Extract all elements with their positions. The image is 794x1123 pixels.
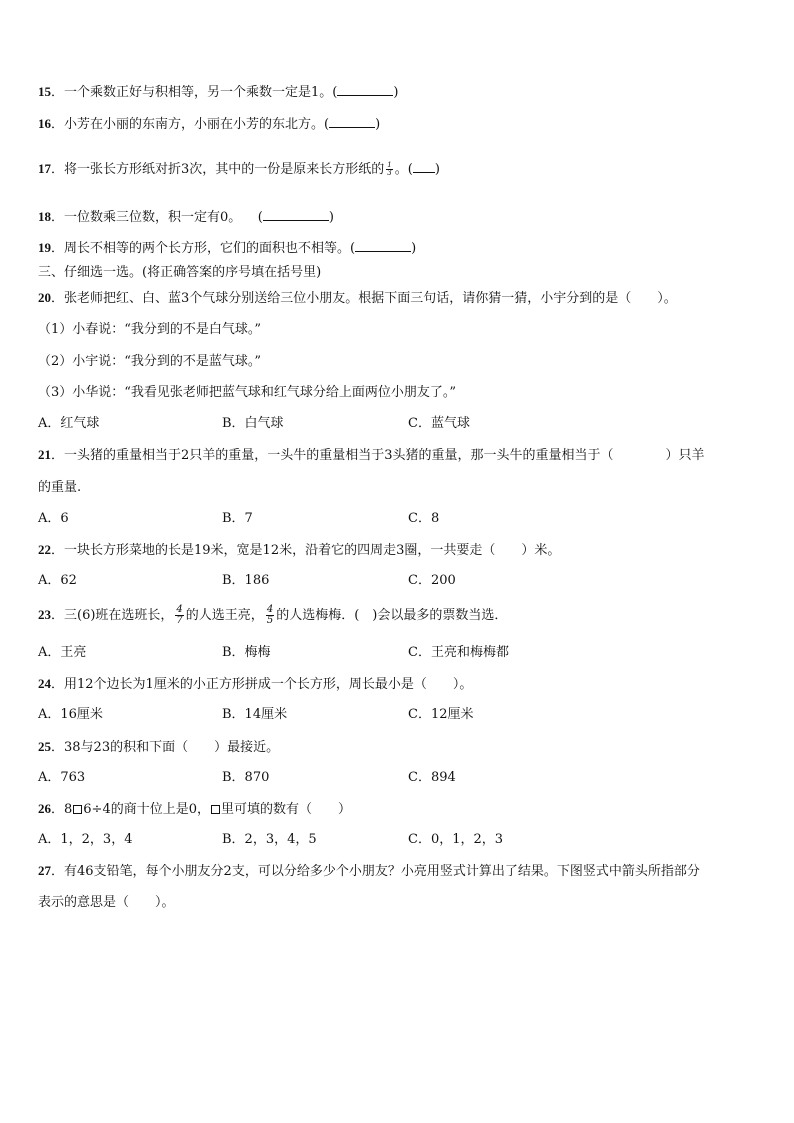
option-b[interactable]: B．186 (222, 573, 270, 588)
answer-blank[interactable] (329, 115, 375, 128)
option-b[interactable]: B．7 (222, 511, 253, 526)
statement-3: （3）小华说：“我看见张老师把蓝气球和红气球分给上面两位小朋友了。” (38, 385, 457, 400)
option-a[interactable]: A．红气球 (38, 416, 100, 431)
question-16 (38, 115, 380, 133)
option-c[interactable]: C．12厘米 (408, 707, 474, 722)
option-c[interactable]: C．8 (408, 511, 440, 526)
question-24 (38, 676, 472, 693)
fraction-numerator: 4 (266, 604, 274, 615)
fraction-numerator: 1 (387, 161, 392, 169)
fraction-four-sevenths (175, 605, 183, 626)
bracket-close: ) (328, 210, 334, 225)
question-21 (38, 447, 705, 464)
fraction-denominator: 3 (387, 169, 392, 177)
question-number: 22 (38, 542, 51, 557)
question-text-end: 的人选梅梅．( )会以最多的票数当选． (276, 608, 508, 623)
option-b[interactable]: B．14厘米 (222, 707, 288, 722)
answer-blank[interactable] (337, 83, 393, 96)
question-text: ．38与23的积和下面（ ）最接近。 (51, 740, 280, 755)
question-number: 23 (38, 607, 51, 622)
option-b[interactable]: B．870 (222, 770, 270, 785)
statement-2: （2）小宇说：“我分到的不是蓝气球。” (38, 354, 262, 369)
question-text: ．一个乘数正好与积相等，另一个乘数一定是1。( (51, 85, 338, 100)
bracket-close: ) (411, 241, 417, 256)
question-27 (38, 863, 700, 880)
fraction-numerator: 4 (176, 604, 183, 615)
question-number: 26 (38, 801, 51, 816)
blank-box-icon (211, 805, 220, 814)
question-text: ．一头猪的重量相当于2只羊的重量，一头牛的重量相当于3头猪的重量，那一头牛的重量相当于（ ）只羊 (51, 448, 705, 463)
question-number: 21 (38, 447, 51, 462)
blank-box-icon (73, 805, 82, 814)
question-21-continued: 的重量. (38, 480, 82, 495)
question-22 (38, 542, 560, 559)
fraction (386, 162, 392, 177)
question-text: ．张老师把红、白、蓝3个气球分别送给三位小朋友。根据下面三句话，请你猜一猜，小宇分到的是（ ）。 (51, 291, 677, 306)
question-text-mid: 6÷4的商十位上是0， (83, 802, 210, 817)
option-c[interactable]: C．200 (408, 573, 456, 588)
option-a[interactable]: A．1，2，3，4 (38, 832, 133, 847)
question-number: 20 (38, 290, 51, 305)
question-27-continued: 表示的意思是（ ）。 (38, 895, 175, 910)
question-17 (38, 160, 440, 178)
question-text: ．一位数乘三位数，积一定有0。 ( (51, 210, 263, 225)
answer-blank[interactable] (263, 208, 329, 221)
question-25 (38, 739, 279, 756)
option-b[interactable]: B．白气球 (222, 416, 284, 431)
option-a[interactable]: A．王亮 (38, 645, 87, 660)
question-number: 15 (38, 84, 51, 99)
question-number: 25 (38, 739, 51, 754)
answer-blank[interactable] (413, 160, 435, 173)
question-number: 17 (38, 161, 51, 176)
bracket-close: ) (393, 85, 399, 100)
question-number: 19 (38, 240, 51, 255)
question-text-mid: 的人选王亮， (185, 608, 264, 623)
question-20 (38, 290, 677, 307)
option-a[interactable]: A．763 (38, 770, 86, 785)
fraction-four-fifths (266, 605, 274, 626)
option-c[interactable]: C．王亮和梅梅都 (408, 645, 509, 660)
question-text: ．8 (51, 802, 73, 817)
question-number: 18 (38, 209, 51, 224)
question-text: ．将一张长方形纸对折3次，其中的一份是原来长方形纸的 (51, 162, 385, 177)
option-a[interactable]: A．6 (38, 511, 69, 526)
section-heading: 三、仔细选一选。(将正确答案的序号填在括号里) (38, 265, 322, 280)
question-text: ．周长不相等的两个长方形，它们的面积也不相等。( (51, 241, 356, 256)
question-18 (38, 208, 334, 226)
question-text-end: 。( (394, 162, 413, 177)
question-19 (38, 239, 416, 257)
question-text: ．有46支铅笔，每个小朋友分2支，可以分给多少个小朋友？小亮用竖式计算出了结果。下图竖式中箭头所指部分 (51, 864, 700, 879)
question-text: ．小芳在小丽的东南方，小丽在小芳的东北方。( (51, 117, 330, 132)
question-text: ．三(6)班在选班长， (51, 608, 174, 623)
option-c[interactable]: C．蓝气球 (408, 416, 470, 431)
option-b[interactable]: B．2，3，4，5 (222, 832, 317, 847)
question-text: ．用12个边长为1厘米的小正方形拼成一个长方形，周长最小是（ ）。 (51, 677, 473, 692)
option-c[interactable]: C．894 (408, 770, 456, 785)
question-number: 24 (38, 676, 51, 691)
bracket-close: ) (375, 117, 381, 132)
option-a[interactable]: A．62 (38, 573, 77, 588)
option-b[interactable]: B．梅梅 (222, 645, 271, 660)
fraction-denominator: 7 (176, 615, 183, 626)
option-c[interactable]: C．0，1，2，3 (408, 832, 504, 847)
question-number: 16 (38, 116, 51, 131)
answer-blank[interactable] (355, 239, 411, 252)
fraction-denominator: 5 (266, 615, 274, 626)
question-text-end: 里可填的数有（ ） (221, 802, 352, 817)
question-15 (38, 83, 398, 101)
statement-1: （1）小春说：“我分到的不是白气球。” (38, 322, 262, 337)
question-text: ．一块长方形菜地的长是19米，宽是12米，沿着它的四周走3圈，一共要走（ ）米。 (51, 543, 561, 558)
question-26 (38, 801, 351, 818)
question-number: 27 (38, 863, 51, 878)
question-23 (38, 605, 507, 626)
option-a[interactable]: A．16厘米 (38, 707, 103, 722)
bracket-close: ) (434, 162, 440, 177)
